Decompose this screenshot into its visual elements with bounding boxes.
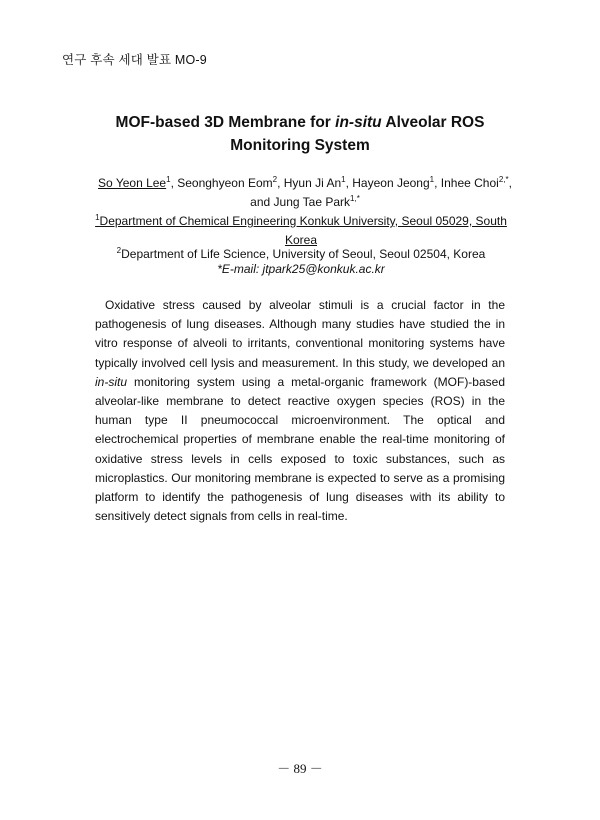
affiliation-2-sup: 2 [116,246,122,255]
title-italic: in-situ [335,114,382,131]
author-3: Hyun Ji An [283,176,342,190]
abstract-text-2: monitoring system using a metal-organic framework (MOF)-based alveolar-like membrane to detect reactive oxygen species (ROS) in the human type II pneumococcal microenvironment. The optical and electrochemical properties of membrane enable the real-time monitoring of oxidative stress levels in cells exposed to toxic substances, such as microplastics. Our monitoring membrane is expected to serve as a promising platform to identify the pathogenesis of lung diseases with its ability to sensitively detect signals from cells in real-time. [95,374,505,524]
author-1: So Yeon Lee [98,176,167,190]
abstract-paragraph [95,296,505,526]
author-3-sup: 1 [341,175,346,184]
author-and: and [250,195,274,209]
author-6: Jung Tae Park [273,195,351,209]
abstract-text-1: Oxidative stress caused by alveolar stimuli is a crucial factor in the pathogenesis of lung diseases. Although many studies have studied the in vitro response of alveoli to irritants, conventional monitoring systems have typically involved cell lysis and measurement. In this study, we developed an [95,298,505,370]
author-1-sup: 1 [166,175,171,184]
page-number: － 89 － [277,761,323,776]
title-line2: Monitoring System [230,137,370,154]
author-4-sup: 1 [429,175,435,184]
author-6-sup: 1,* [350,194,360,203]
affiliation-2-text: Department of Life Science, University of Seoul, Seoul 02504, Korea [121,247,486,261]
author-5: Inhee Choi [440,176,499,190]
title-part2: Alveolar ROS [381,114,485,131]
affiliation-1-line1: Department of Chemical Engineering Konkuk University, Seoul 05029, South [99,214,507,228]
abstract-italic: in-situ [95,374,128,389]
title-part1: MOF-based 3D Membrane for [115,114,336,131]
author-2: Seonghyeon Eom [177,176,273,190]
corresponding-email [92,262,510,276]
email-address: jtpark25@konkuk.ac.kr [262,262,385,276]
abstract [95,296,505,526]
affiliation-1-line2: Korea [284,233,318,247]
author-4: Hayeon Jeong [352,176,430,190]
affiliation-1-sup: 1 [95,213,100,222]
author-5-sup: 2,* [498,175,509,184]
page-header: 연구 후속 세대 발표 MO-9 [62,53,207,67]
author-list: So Yeon Lee$^1$, Seonghyeon Eom$^2$, Hyun Ji An$^1$, Hayeon Jeong$^1$, Inhee Choi$^{2,*}$, and Jung Tae Park$^{1,*}$ [98,175,512,209]
author-2-sup: 2 [272,175,278,184]
email-prefix: *E-mail: [217,262,263,276]
paper-title [60,111,540,157]
